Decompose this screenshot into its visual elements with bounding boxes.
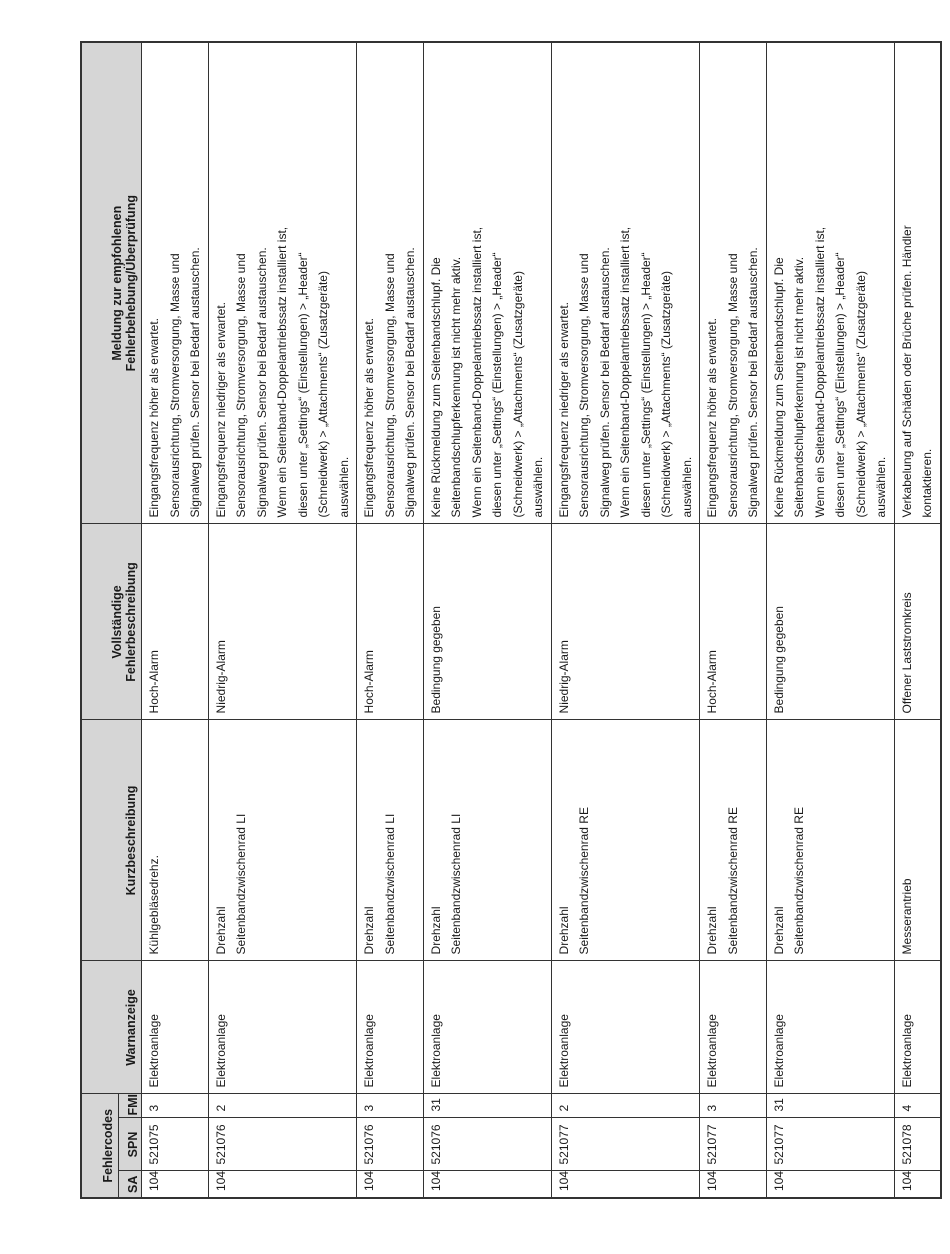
cell-warnanzeige: Elektroanlage xyxy=(551,961,700,1094)
header-fmi: FMI xyxy=(119,1094,142,1118)
cell-spn: 521075 xyxy=(142,1118,209,1171)
cell-meldung-line: Seitenbandschlupferkennung ist nicht mehr aktiv. xyxy=(449,256,463,518)
cell-kurzbeschreibung-line: Messerantrieb xyxy=(899,878,914,955)
cell-meldung xyxy=(766,42,894,524)
cell-meldung-line: auswählen. xyxy=(679,456,694,518)
cell-vollstaendige-fehlerbeschreibung: Hoch-Alarm xyxy=(700,524,767,720)
cell-meldung-line: auswählen. xyxy=(531,456,545,518)
cell-meldung-line: Signalweg prüfen. Sensor bei Bedarf austauschen. xyxy=(188,247,202,518)
cell-sa: 104 xyxy=(208,1171,357,1198)
cell-sa: 104 xyxy=(766,1171,894,1198)
cell-kurzbeschreibung-line: Seitenbandzwischenrad LI xyxy=(449,813,463,955)
cell-spn: 521078 xyxy=(894,1118,941,1171)
cell-fmi: 4 xyxy=(894,1094,941,1118)
cell-kurzbeschreibung-line: Seitenbandzwischenrad LI xyxy=(382,813,397,955)
cell-kurzbeschreibung-line: Seitenbandzwischenrad RE xyxy=(725,807,740,955)
cell-meldung-line: Eingangsfrequenz niedriger als erwartet. xyxy=(556,302,571,518)
cell-meldung-line: (Schneidwerk) > „Attachments“ (Zusatzgeräte) xyxy=(316,271,330,518)
cell-meldung-line: Sensorausrichtung, Stromversorgung, Masse und xyxy=(725,253,740,518)
cell-kurzbeschreibung-line: Seitenbandzwischenrad RE xyxy=(792,807,806,955)
cell-meldung xyxy=(551,42,700,524)
table-row xyxy=(551,42,700,1198)
cell-warnanzeige: Elektroanlage xyxy=(700,961,767,1094)
cell-meldung-line: Sensorausrichtung, Stromversorgung, Masse und xyxy=(577,253,591,518)
cell-kurzbeschreibung-line: Drehzahl xyxy=(213,906,228,955)
cell-kurzbeschreibung-line: Seitenbandzwischenrad LI xyxy=(234,813,248,955)
header-vollstaendige-line1: Vollständige xyxy=(110,585,124,659)
header-meldung xyxy=(81,42,142,524)
table-row xyxy=(894,42,941,1198)
cell-meldung-line: Eingangsfrequenz niedriger als erwartet. xyxy=(213,302,228,518)
cell-kurzbeschreibung xyxy=(142,720,209,961)
cell-meldung xyxy=(208,42,357,524)
cell-spn: 521076 xyxy=(208,1118,357,1171)
cell-meldung-line: diesen unter „Settings“ (Einstellungen) > „Header“ xyxy=(833,252,847,518)
cell-fmi: 31 xyxy=(423,1094,551,1118)
cell-kurzbeschreibung-line: Drehzahl xyxy=(362,906,376,955)
cell-kurzbeschreibung xyxy=(700,720,767,961)
cell-meldung xyxy=(700,42,767,524)
header-spn: SPN xyxy=(119,1118,142,1171)
cell-kurzbeschreibung xyxy=(894,720,941,961)
cell-meldung-line: kontaktieren. xyxy=(920,448,934,518)
cell-meldung-line: Verkabelung auf Schäden oder Brüche prüfen. Händler xyxy=(899,225,914,518)
cell-meldung-line: Signalweg prüfen. Sensor bei Bedarf austauschen. xyxy=(254,247,269,518)
header-meldung-line2: Fehlerbehebung/Überprüfung xyxy=(124,195,138,372)
cell-kurzbeschreibung-line: Drehzahl xyxy=(771,906,786,955)
table-row xyxy=(700,42,767,1198)
cell-kurzbeschreibung-line: Seitenbandzwischenrad RE xyxy=(577,807,591,955)
header-kurzbeschreibung: Kurzbeschreibung xyxy=(81,720,142,961)
cell-meldung-line: Keine Rückmeldung zum Seitenbandschlupf. Die xyxy=(428,257,443,518)
table-row xyxy=(766,42,894,1198)
cell-meldung-line: Wenn ein Seitenband-Doppelantriebssatz installiert ist, xyxy=(812,226,827,518)
header-sa: SA xyxy=(119,1171,142,1198)
header-warnanzeige: Warnanzeige xyxy=(81,961,142,1094)
cell-vollstaendige-fehlerbeschreibung: Hoch-Alarm xyxy=(142,524,209,720)
rotated-page xyxy=(80,43,934,1199)
cell-warnanzeige: Elektroanlage xyxy=(894,961,941,1094)
cell-warnanzeige: Elektroanlage xyxy=(423,961,551,1094)
cell-vollstaendige-fehlerbeschreibung: Niedrig-Alarm xyxy=(208,524,357,720)
cell-meldung-line: Seitenbandschlupferkennung ist nicht mehr aktiv. xyxy=(792,256,806,518)
cell-meldung-line: Sensorausrichtung, Stromversorgung, Masse und xyxy=(234,253,248,518)
cell-sa: 104 xyxy=(700,1171,767,1198)
cell-spn: 521077 xyxy=(700,1118,767,1171)
cell-kurzbeschreibung xyxy=(423,720,551,961)
cell-kurzbeschreibung-line: Kühlgebläsedrehz. xyxy=(147,855,161,955)
cell-sa: 104 xyxy=(357,1171,424,1198)
cell-meldung-line: Signalweg prüfen. Sensor bei Bedarf austauschen. xyxy=(746,247,760,518)
cell-meldung-line: Keine Rückmeldung zum Seitenbandschlupf. Die xyxy=(771,257,786,518)
cell-meldung-line: auswählen. xyxy=(336,456,351,518)
cell-meldung-line: Wenn ein Seitenband-Doppelantriebssatz installiert ist, xyxy=(469,226,484,518)
cell-vollstaendige-fehlerbeschreibung: Offener Laststromkreis xyxy=(894,524,941,720)
cell-meldung-line: diesen unter „Settings“ (Einstellungen) > „Header“ xyxy=(638,252,653,518)
cell-kurzbeschreibung-line: Drehzahl xyxy=(556,906,571,955)
cell-kurzbeschreibung xyxy=(551,720,700,961)
cell-fmi: 3 xyxy=(357,1094,424,1118)
cell-kurzbeschreibung-line: Drehzahl xyxy=(428,906,443,955)
cell-vollstaendige-fehlerbeschreibung: Niedrig-Alarm xyxy=(551,524,700,720)
cell-meldung-line: Sensorausrichtung, Stromversorgung, Masse und xyxy=(167,253,182,518)
cell-sa: 104 xyxy=(551,1171,700,1198)
cell-meldung xyxy=(357,42,424,524)
table-row xyxy=(423,42,551,1198)
cell-fmi: 31 xyxy=(766,1094,894,1118)
fault-code-table xyxy=(80,41,942,1199)
cell-meldung-line: Wenn ein Seitenband-Doppelantriebssatz installiert ist, xyxy=(275,226,289,518)
cell-meldung xyxy=(894,42,941,524)
cell-meldung-line: Sensorausrichtung, Stromversorgung, Masse und xyxy=(382,253,397,518)
cell-warnanzeige: Elektroanlage xyxy=(766,961,894,1094)
cell-kurzbeschreibung xyxy=(357,720,424,961)
cell-spn: 521076 xyxy=(357,1118,424,1171)
cell-meldung xyxy=(423,42,551,524)
header-fehlercodes: Fehlercodes xyxy=(81,1094,119,1198)
cell-fmi: 3 xyxy=(700,1094,767,1118)
cell-sa: 104 xyxy=(894,1171,941,1198)
cell-fmi: 2 xyxy=(208,1094,357,1118)
cell-warnanzeige: Elektroanlage xyxy=(208,961,357,1094)
table-row xyxy=(357,42,424,1198)
header-vollstaendige-fehlerbeschreibung xyxy=(81,524,142,720)
cell-spn: 521076 xyxy=(423,1118,551,1171)
cell-kurzbeschreibung-line: Drehzahl xyxy=(705,906,719,955)
table-row xyxy=(142,42,209,1198)
cell-kurzbeschreibung xyxy=(208,720,357,961)
cell-warnanzeige: Elektroanlage xyxy=(142,961,209,1094)
cell-meldung-line: (Schneidwerk) > „Attachments“ (Zusatzgeräte) xyxy=(853,271,868,518)
cell-meldung xyxy=(142,42,209,524)
cell-vollstaendige-fehlerbeschreibung: Bedingung gegeben xyxy=(423,524,551,720)
cell-fmi: 2 xyxy=(551,1094,700,1118)
cell-kurzbeschreibung xyxy=(766,720,894,961)
cell-vollstaendige-fehlerbeschreibung: Bedingung gegeben xyxy=(766,524,894,720)
cell-meldung-line: diesen unter „Settings“ (Einstellungen) > „Header“ xyxy=(490,252,504,518)
cell-sa: 104 xyxy=(142,1171,209,1198)
cell-meldung-line: (Schneidwerk) > „Attachments“ (Zusatzgeräte) xyxy=(510,271,525,518)
cell-meldung-line: (Schneidwerk) > „Attachments“ (Zusatzgeräte) xyxy=(659,271,673,518)
cell-meldung-line: diesen unter „Settings“ (Einstellungen) > „Header“ xyxy=(295,252,310,518)
header-vollstaendige-line2: Fehlerbeschreibung xyxy=(124,562,138,682)
cell-meldung-line: Signalweg prüfen. Sensor bei Bedarf austauschen. xyxy=(403,247,417,518)
cell-spn: 521077 xyxy=(551,1118,700,1171)
cell-meldung-line: Eingangsfrequenz höher als erwartet. xyxy=(705,318,719,518)
cell-meldung-line: Wenn ein Seitenband-Doppelantriebssatz installiert ist, xyxy=(618,226,632,518)
cell-meldung-line: Eingangsfrequenz höher als erwartet. xyxy=(147,318,161,518)
table-row xyxy=(208,42,357,1198)
cell-meldung-line: Signalweg prüfen. Sensor bei Bedarf austauschen. xyxy=(597,247,612,518)
cell-fmi: 3 xyxy=(142,1094,209,1118)
header-meldung-line1: Meldung zur empfohlenen xyxy=(110,205,124,361)
cell-vollstaendige-fehlerbeschreibung: Hoch-Alarm xyxy=(357,524,424,720)
cell-spn: 521077 xyxy=(766,1118,894,1171)
table-body xyxy=(142,42,941,1198)
cell-sa: 104 xyxy=(423,1171,551,1198)
cell-meldung-line: auswählen. xyxy=(874,456,888,518)
cell-warnanzeige: Elektroanlage xyxy=(357,961,424,1094)
cell-meldung-line: Eingangsfrequenz höher als erwartet. xyxy=(362,318,376,518)
